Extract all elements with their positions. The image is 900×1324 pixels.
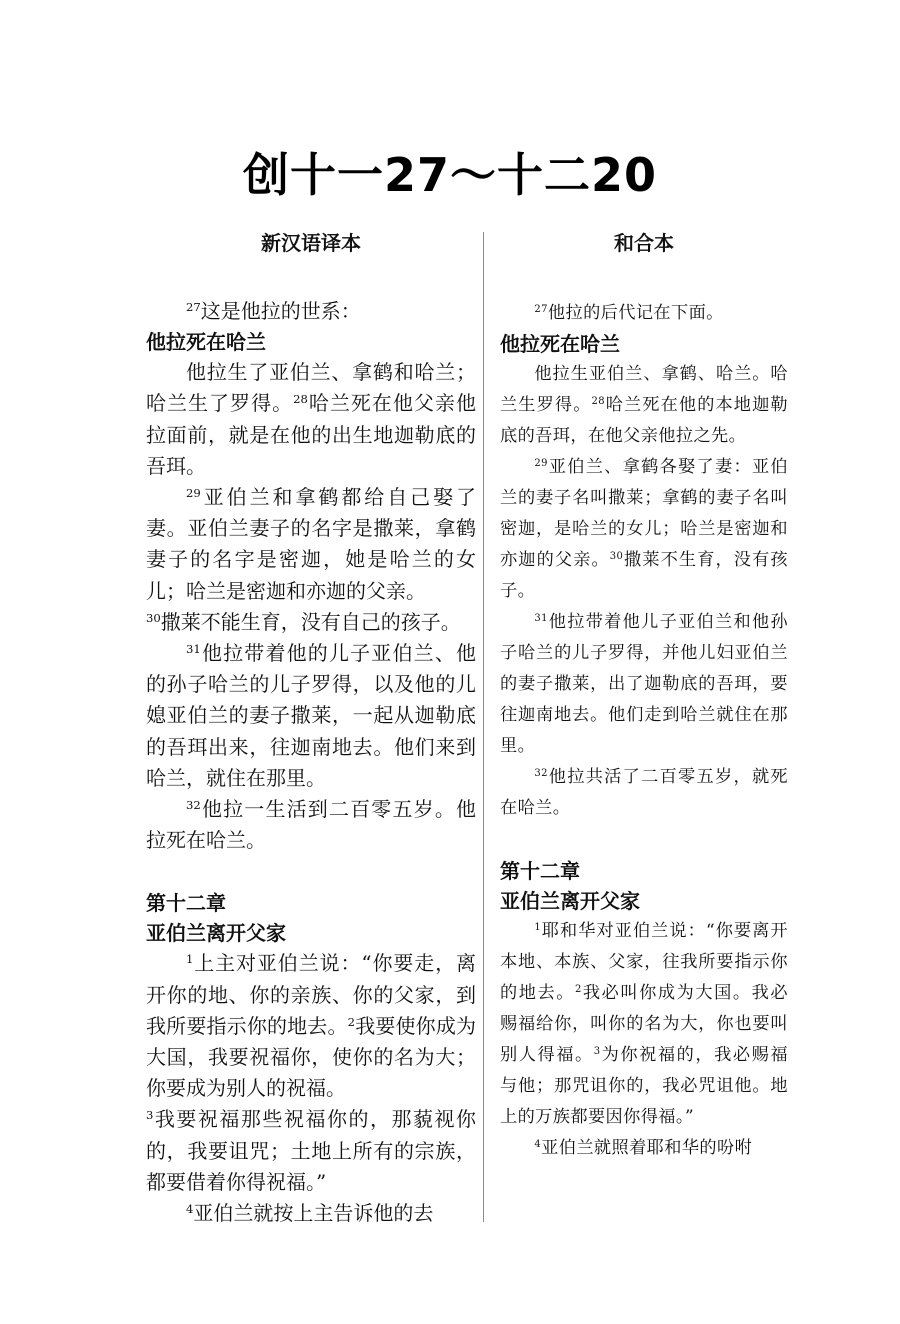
verse-number: 4 [534, 1139, 542, 1151]
verse-number: 32 [534, 768, 548, 780]
verse-number: 1 [186, 952, 194, 967]
verse-number: 2 [575, 984, 582, 996]
paragraph: $^{32}$他拉共活了二百零五岁，就死在哈兰。 [500, 767, 788, 818]
verse-number: 30 [146, 610, 161, 625]
verse-number: 27 [186, 300, 201, 315]
paragraph: 他拉生亚伯兰、拿鹤、哈兰。哈兰生罗得。$^{28}$哈兰死在他的本地迦勒底的吾珥，在他父亲他拉之先。 [500, 364, 788, 446]
verse-number: 29 [534, 458, 548, 470]
verse-number: 32 [186, 798, 201, 813]
paragraph: $^{31}$他拉带着他儿子亚伯兰和他孙子哈兰的儿子罗得，并他儿妇亚伯兰的妻子撒莱，出了迦勒底的吾珥，要往迦南地去。他们走到哈兰就住在那里。 [500, 612, 788, 756]
paragraph: $^1$上主对亚伯兰说：“你要走，离开你的地、你的亲族、你的父家，到我所要指示你的地去。$^2$我要使你成为大国，我要祝福你，使你的名为大；你要成为别人的祝福。 $^3$我要祝福那些祝福你的，那藐视你的，我要诅咒；土地上所有的宗族，都要借着你得祝福。” [146, 951, 477, 1194]
paragraph: $^{32}$他拉一生活到二百零五岁。他拉死在哈兰。 [146, 797, 476, 853]
page-title: 创十一27～十二20 [242, 148, 658, 202]
verse-number: 28 [293, 392, 308, 407]
verse-number: 3 [593, 1046, 601, 1058]
column-divider [483, 232, 484, 1222]
paragraph: $^4$亚伯兰就按上主告诉他的去 [186, 1201, 434, 1226]
column-header: 和合本 [614, 231, 674, 255]
verse-27: $^{27}$这是他拉的世系： [186, 299, 361, 323]
paragraph: $^{29}$亚伯兰、拿鹤各娶了妻：亚伯兰的妻子名叫撒莱；拿鹤的妻子名叫密迦，是哈兰的女儿；哈兰是密迦和亦迦的父亲。$^{30}$撒莱不生育，没有孩子。 [500, 457, 788, 601]
verse-number: 31 [186, 642, 201, 657]
paragraph: $^{31}$他拉带着他的儿子亚伯兰、他的孙子哈兰的儿子罗得，以及他的儿媳亚伯兰的妻子撒莱，一起从迦勒底的吾珥出来，往迦南地去。他们来到哈兰，就住在那里。 [146, 641, 476, 790]
verse-number: 27 [534, 304, 548, 316]
verse-number: 1 [534, 922, 542, 934]
chapter-heading: 第十二章 [146, 891, 226, 916]
verse-number: 28 [591, 396, 605, 408]
verse-number: 2 [347, 1014, 356, 1029]
section-heading: 他拉死在哈兰 [146, 330, 266, 355]
column-new-chinese-version [146, 228, 476, 1229]
verse-number: 4 [186, 1202, 194, 1217]
section-heading: 亚伯兰离开父家 [500, 889, 640, 913]
paragraph: $^4$亚伯兰就照着耶和华的吩咐 [534, 1138, 753, 1158]
verse-number: 3 [146, 1108, 154, 1123]
paragraph: 他拉生了亚伯兰、拿鹤和哈兰；哈兰生了罗得。$^{28}$哈兰死在他父亲他拉面前，就是在他的出生地迦勒底的吾珥。 [146, 360, 476, 478]
column-chinese-union-version [500, 228, 788, 1164]
paragraph: $^1$耶和华对亚伯兰说：“你要离开本地、本族、父家，往我所要指示你的地去。$^2$我必叫你成为大国。我必赐福给你，叫你的名为大，你也要叫别人得福。$^3$为你祝福的，我必赐福与他；那咒诅你的，我必咒诅他。地上的万族都要因你得福。” [500, 921, 788, 1127]
chapter-heading: 第十二章 [500, 859, 580, 883]
section-heading: 他拉死在哈兰 [500, 332, 620, 356]
verse-number: 29 [186, 486, 201, 501]
verse-27: $^{27}$他拉的后代记在下面。 [534, 303, 724, 323]
verse-number: 31 [534, 613, 548, 625]
section-heading: 亚伯兰离开父家 [146, 921, 286, 946]
paragraph: $^{29}$亚伯兰和拿鹤都给自己娶了妻。亚伯兰妻子的名字是撒莱，拿鹤妻子的名字是密迦，她是哈兰的女儿；哈兰是密迦和亦迦的父亲。 $^{30}$撒莱不能生育，没有自己的孩子。 [146, 485, 476, 634]
column-header: 新汉语译本 [261, 231, 361, 255]
verse-number: 30 [609, 551, 624, 563]
